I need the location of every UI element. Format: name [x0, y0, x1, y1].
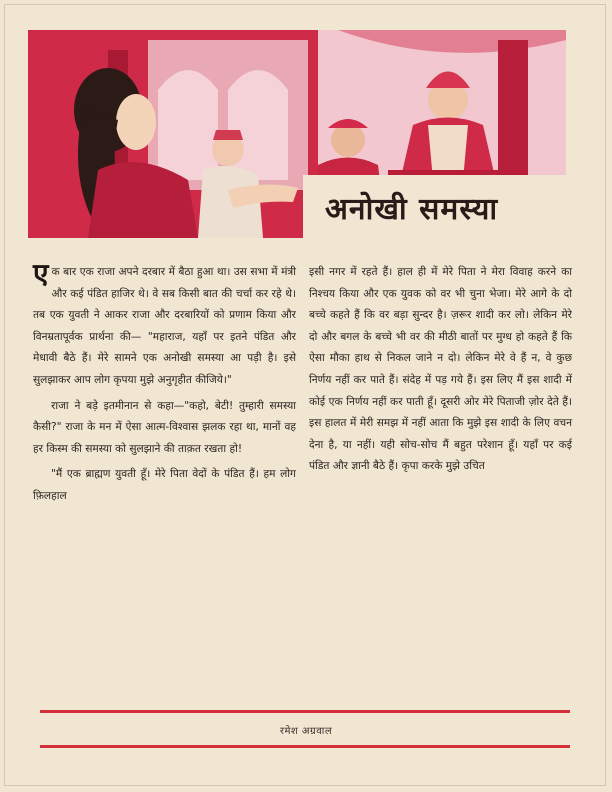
paragraph-3: "मैं एक ब्राह्मण युवती हूँ। मेरे पिता वेदों के पंडित हैं। हम लोग फ़िलहाल: [33, 468, 296, 502]
author-name: रमेश अग्रवाल: [279, 726, 333, 737]
drop-cap: ए: [33, 257, 49, 290]
paragraph-1: [33, 257, 296, 392]
paragraph-4: इसी नगर में रहते हैं। हाल ही में मेरे पिता ने मेरा विवाह करने का निश्चय किया और एक युवक को वर भी चुना भेजा। मेरे आगे के दो बच्चे कहते हैं कि वर बड़ा सुन्दर है। ज़रूर शादी कर लो। लेकिन मेरे दो और बगल के बच्चे भी वर की मीठी बातों पर मुग्ध हो कहते हैं कि ऐसा मौका हाथ से निकल जाने न दो। लेकिन मेरे वे हैं न, वे कुछ निर्णय नहीं कर पाते हैं। संदेह में पड़ गये हैं। इस लिए मैं इस शादी में कोई एक निर्णय नहीं कर पाती हूँ। दूसरी ओर मेरे पिताजी ज़ोर देते हैं। इस हालत में मेरी समझ में नहीं आता कि मुझे इस शादी के लिए वचन देना है, या नहीं। यही सोच-सोच मैं बहुत परेशान हूँ। यहाँ पर कई पंडित और ज्ञानी बैठे हैं। कृपा करके मुझे उचित: [309, 266, 572, 473]
paragraph-2: राजा ने बड़े इतमीनान से कहा—"कहो, बेटी! तुम्हारी समस्या कैसी?" राजा के मन में ऐसा आत्म-विश्वास झलक रहा था, मानों वह हर किस्म की समस्या को सुलझाने की ताक़त रखता हो!: [33, 399, 296, 455]
bottom-rule: [40, 745, 570, 748]
left-column: [33, 257, 296, 508]
top-rule: [40, 710, 570, 713]
paragraph-1-text: क बार एक राजा अपने दरबार में बैठा हुआ था। उस सभा में मंत्री और कई पंडित हाजिर थे। वे सब किसी बात की चर्चा कर रहे थे। तब एक युवती ने आकर राजा और दरबारियों को प्रणाम किया और विनम्रतापूर्वक प्रार्थना की— "महाराज, यहाँ पर इतने पंडित और मेधावी बैठे हैं। मेरे सामने एक अनोखी समस्या आ पड़ी है। इसे सुलझाकर आप लोग कृपया मुझे अनुगृहीत कीजिये।": [33, 266, 296, 386]
story-title: अनोखी समस्या: [325, 192, 499, 227]
right-column: [309, 262, 572, 478]
